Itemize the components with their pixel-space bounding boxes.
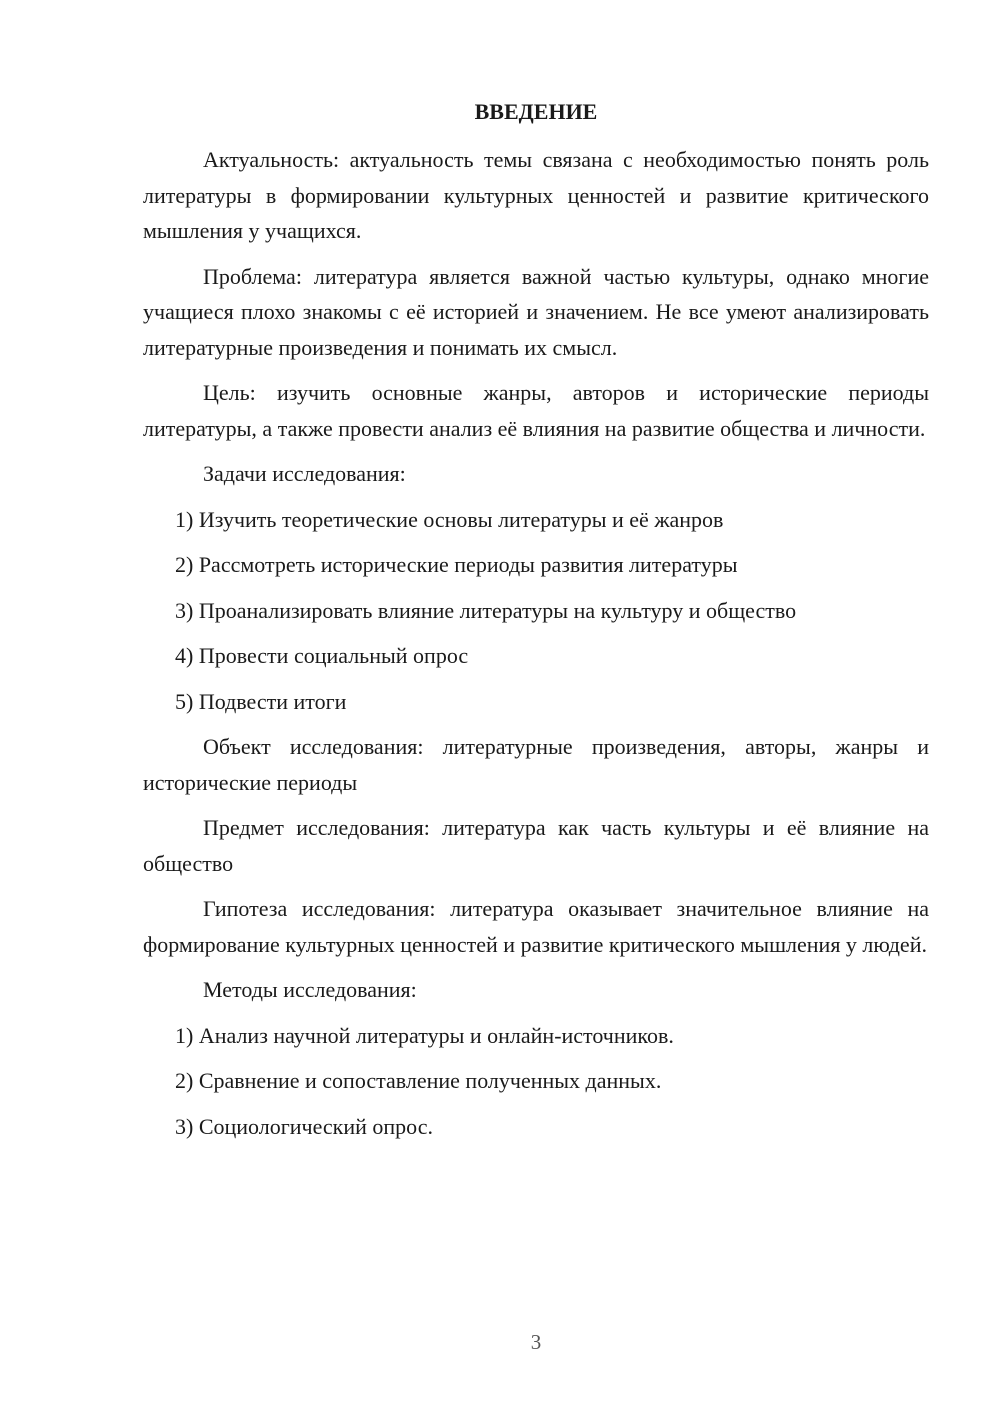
method-item: 3) Социологический опрос. [175, 1113, 433, 1139]
tasks-label: Задачи исследования: [203, 461, 406, 486]
subject-paragraph: Предмет исследования: литература как часть культуры и её влияние на общество [143, 815, 929, 876]
tasks-list [143, 502, 929, 720]
task-item: 2) Рассмотреть исторические периоды развития литературы [175, 552, 738, 577]
hypothesis-paragraph: Гипотеза исследования: литература оказывает значительное влияние на формирование культурных ценностей и развитие критического мышления у людей. [143, 896, 929, 957]
object-paragraph: Объект исследования: литературные произведения, авторы, жанры и исторические периоды [143, 734, 929, 795]
method-item: 2) Сравнение и сопоставление полученных данных. [175, 1068, 662, 1093]
page-number: 3 [530, 1330, 542, 1354]
document-body [143, 142, 929, 1154]
goal-paragraph: Цель: изучить основные жанры, авторов и исторические периоды литературы, а также провести анализ её влияния на развитие общества и личности. [143, 380, 929, 441]
task-item: 1) Изучить теоретические основы литературы и её жанров [175, 506, 724, 532]
page-title: ВВЕДЕНИЕ [474, 99, 598, 124]
relevance-paragraph: Актуальность: актуальность темы связана с необходимостью понять роль литературы в формировании культурных ценностей и развитие критического мышления у учащихся. [143, 147, 929, 243]
task-item: 5) Подвести итоги [175, 688, 347, 714]
methods-label: Методы исследования: [203, 977, 417, 1002]
problem-paragraph: Проблема: литература является важной частью культуры, однако многие учащиеся плохо знакомы с её историей и значением. Не все умеют анализировать литературные произведения и понимать их смысл. [143, 263, 929, 360]
method-item: 1) Анализ научной литературы и онлайн-источников. [175, 1022, 674, 1048]
methods-list [143, 1018, 929, 1145]
task-item: 3) Проанализировать влияние литературы на культуру и общество [175, 597, 797, 623]
task-item: 4) Провести социальный опрос [175, 643, 469, 668]
